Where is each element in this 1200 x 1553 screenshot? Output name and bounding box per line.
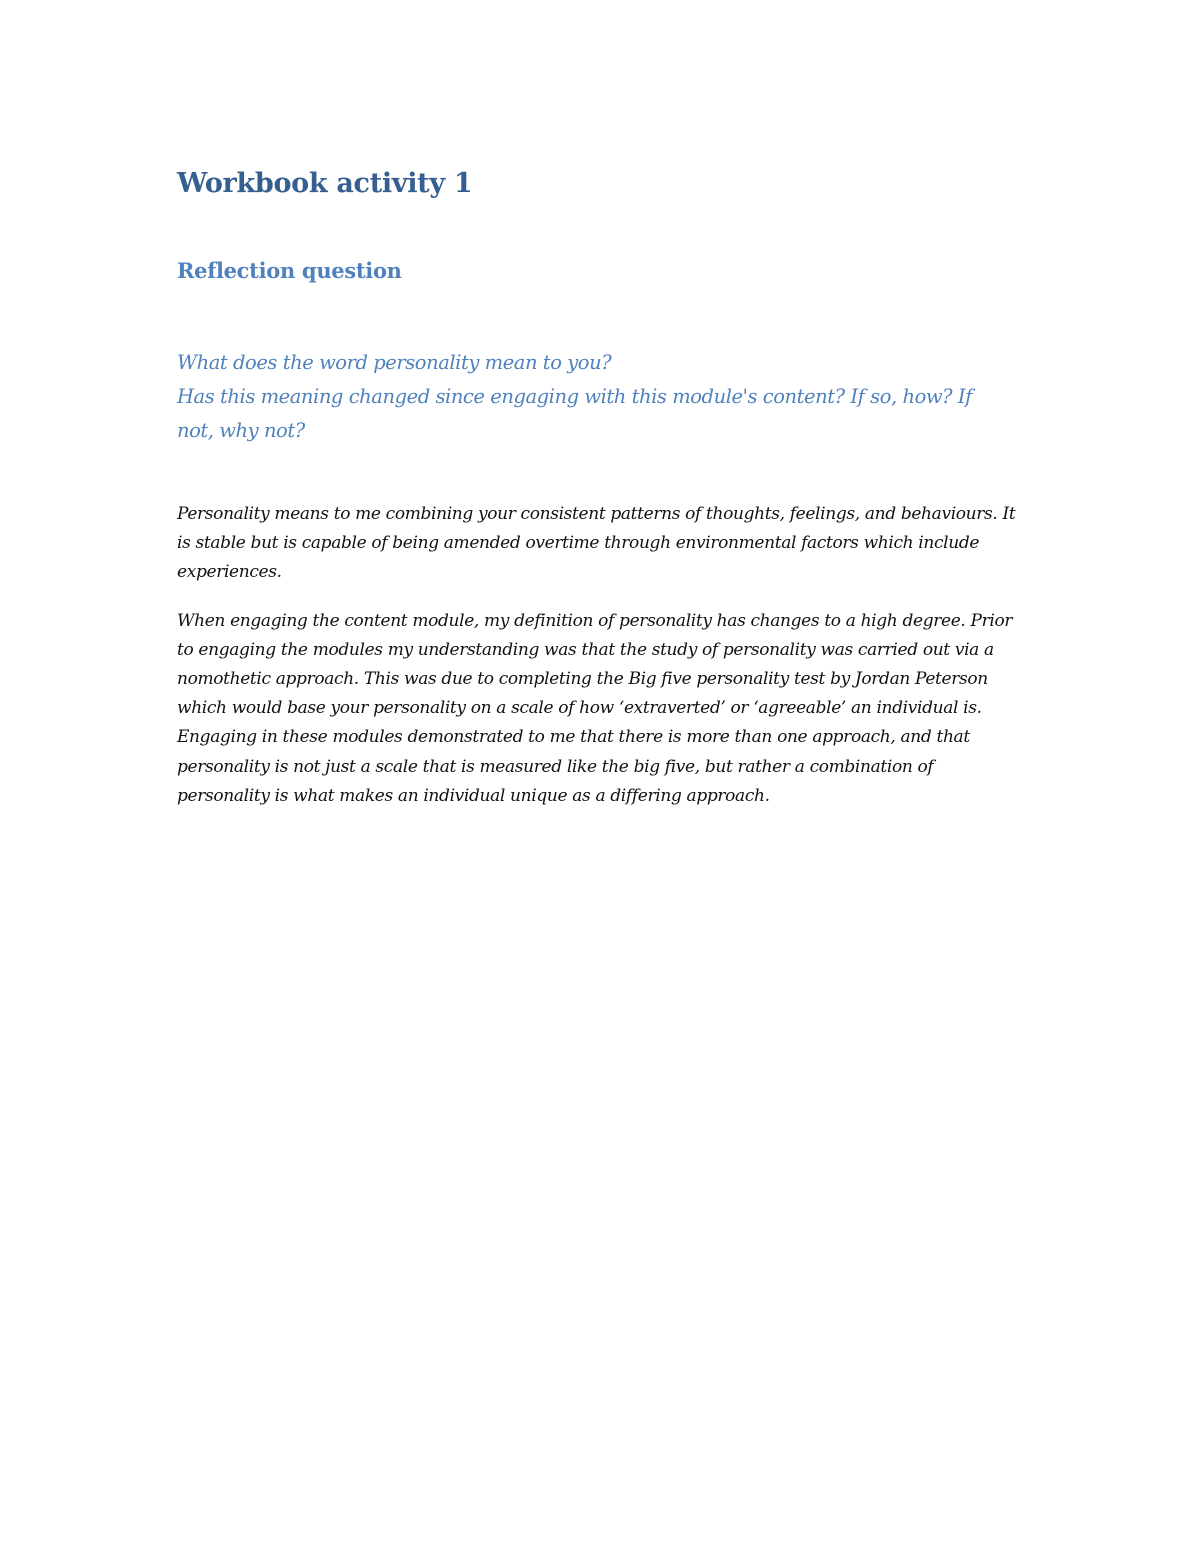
answer-paragraph-2: When engaging the content module, my definition of personality has changes to a high degree. Prior to engaging the modules my understanding was that the study of personality was carried out via a nomothetic approach. This was due to completing the Big five personality test by Jordan Peterson which would base your personality on a scale of how ‘extraverted’ or ‘agreeable’ an individual is. Engaging in these modules demonstrated to me that there is more than one approach, and that personality is not just a scale that is measured like the big five, but rather a combination of personality is what makes an individual unique as a differing approach.	[177, 610, 1018, 806]
question-1: What does the word personality mean to you?	[177, 351, 612, 374]
document-title: Workbook activity 1	[177, 168, 473, 199]
question-2: Has this meaning changed since engaging with this module's content? If so, how? If not, why not?	[177, 385, 972, 442]
reflection-answers	[177, 500, 1037, 811]
section-heading: Reflection question	[177, 258, 402, 283]
reflection-questions	[177, 346, 1037, 448]
answer-paragraph-1: Personality means to me combining your consistent patterns of thoughts, feelings, and behaviours. It is stable but is capable of being amended overtime through environmental factors which include experiences.	[177, 504, 1016, 583]
document-content	[177, 164, 1037, 830]
